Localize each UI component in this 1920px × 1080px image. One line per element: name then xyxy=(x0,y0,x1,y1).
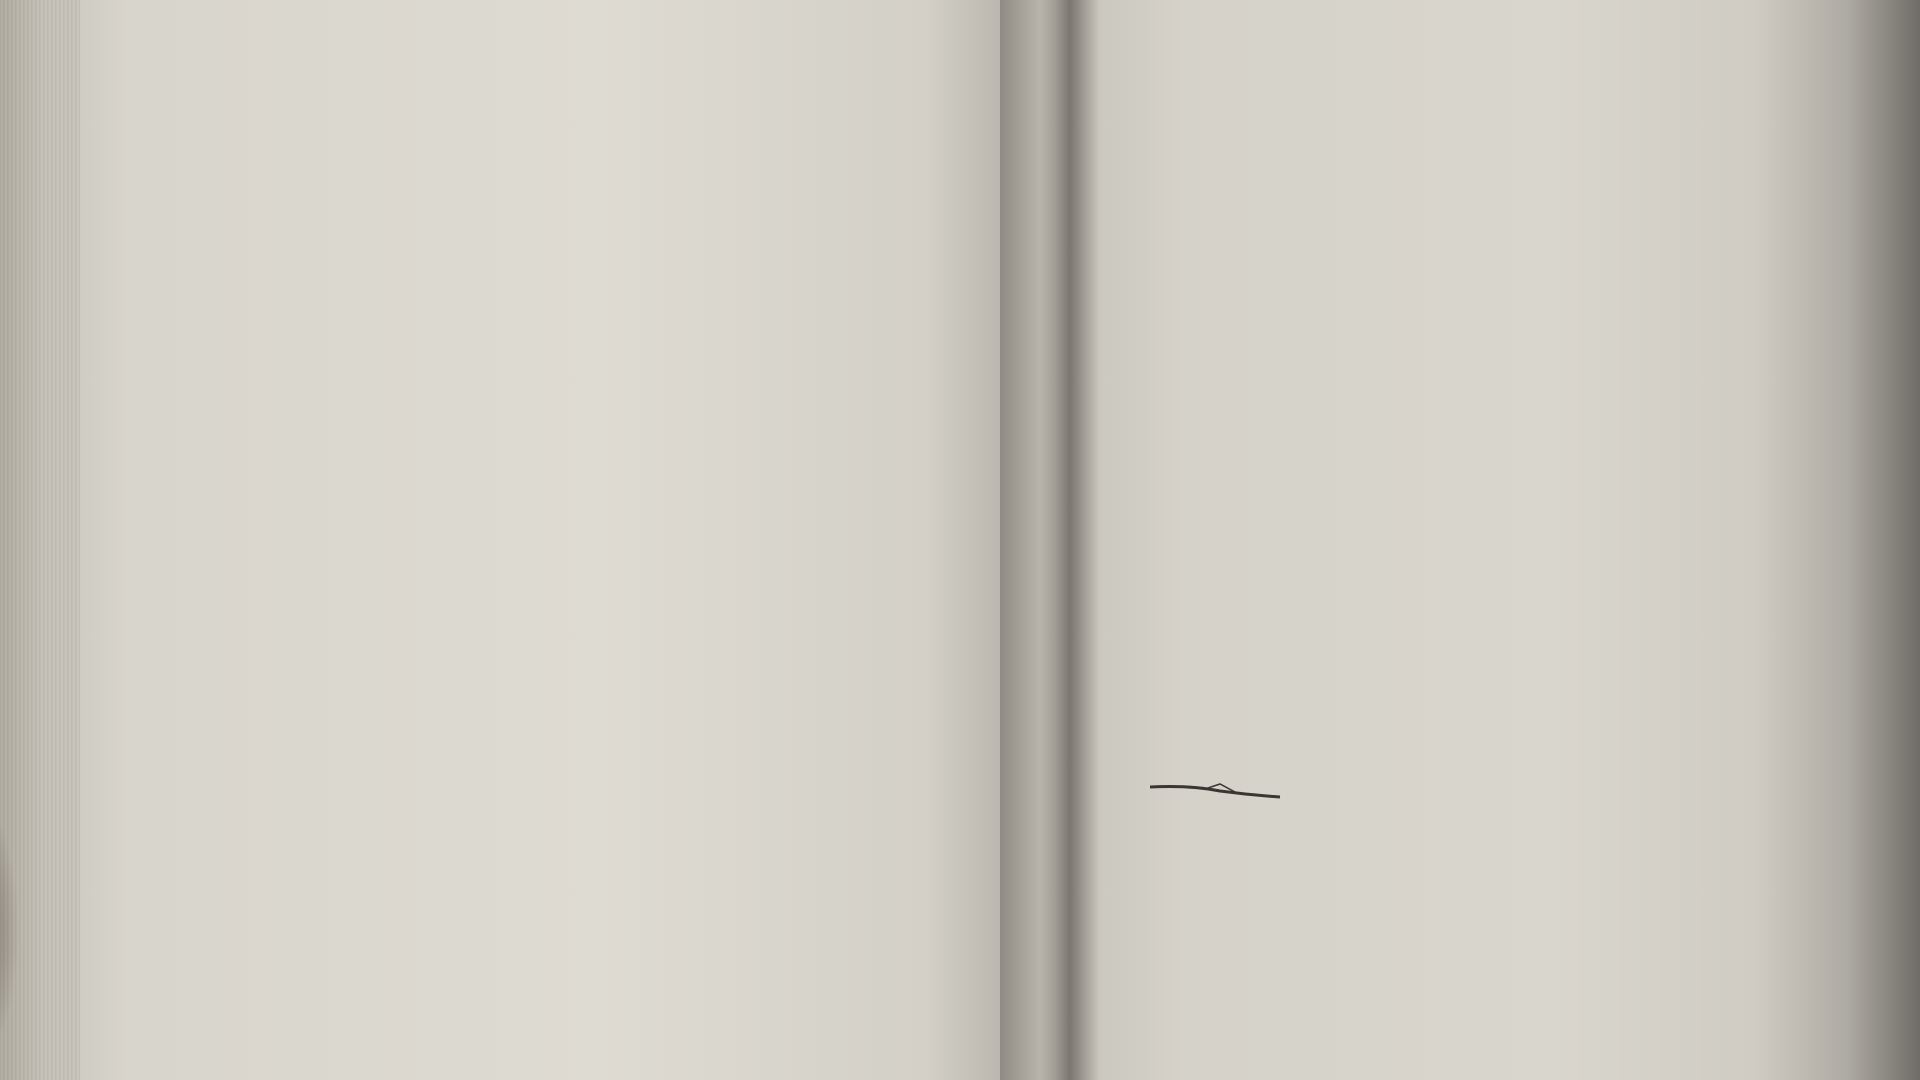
ornament-rule xyxy=(1150,775,1290,805)
tables-heading xyxy=(338,13,1056,66)
table-of-contents xyxy=(299,0,1058,66)
toc-idem-list xyxy=(299,10,1057,66)
toc-top-list xyxy=(300,0,1058,50)
running-head xyxy=(420,0,1058,46)
section-three-heading xyxy=(338,13,1056,66)
toc-mid-list xyxy=(299,10,1057,66)
right-page xyxy=(1000,0,1920,1080)
finger-shadow xyxy=(0,760,20,1080)
toc-tables-list xyxy=(299,10,1057,66)
book-gutter xyxy=(1040,0,1100,1080)
